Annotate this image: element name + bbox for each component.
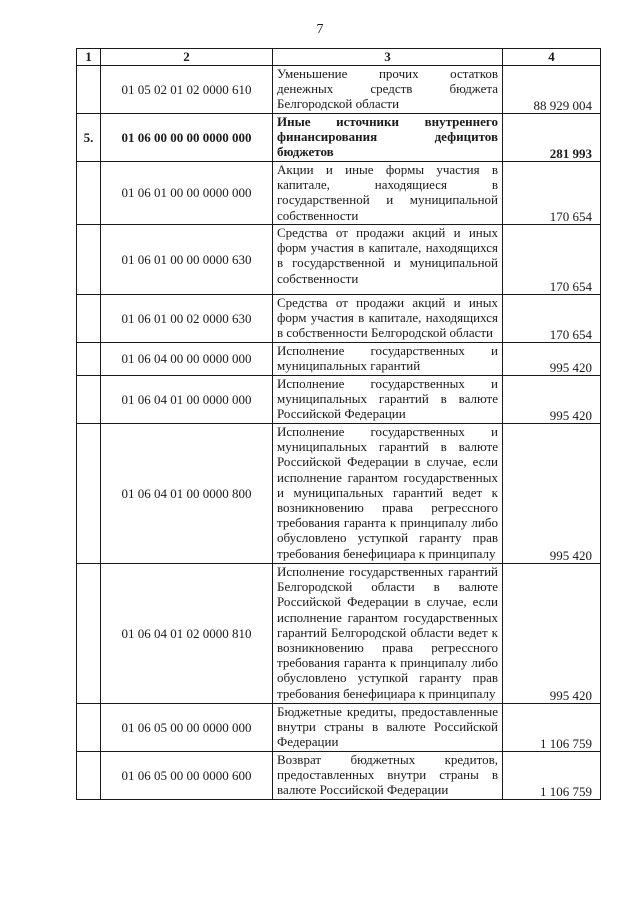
- amount: 995 420: [503, 376, 601, 424]
- classification-code: 01 06 04 01 02 0000 810: [101, 564, 273, 704]
- row-number: [77, 66, 101, 114]
- amount: 170 654: [503, 225, 601, 295]
- source-description: Иные источники внутреннего финансирования дефицитов бюджетов: [273, 114, 503, 162]
- row-number: [77, 752, 101, 800]
- amount: 995 420: [503, 424, 601, 564]
- row-number: [77, 295, 101, 343]
- amount: 170 654: [503, 295, 601, 343]
- classification-code: 01 06 05 00 00 0000 600: [101, 752, 273, 800]
- table-row: [77, 162, 601, 225]
- header-col-2: 2: [101, 49, 273, 66]
- classification-code: 01 06 05 00 00 0000 000: [101, 704, 273, 752]
- row-number: [77, 376, 101, 424]
- source-description: Исполнение государственных и муниципальных гарантий: [273, 343, 503, 376]
- header-col-3: 3: [273, 49, 503, 66]
- source-description: Возврат бюджетных кредитов, предоставленных внутри страны в валюте Российской Федерации: [273, 752, 503, 800]
- header-col-1: 1: [77, 49, 101, 66]
- source-description: Акции и иные формы участия в капитале, находящиеся в государственной и муниципальной собственности: [273, 162, 503, 225]
- row-number: [77, 162, 101, 225]
- amount: 170 654: [503, 162, 601, 225]
- classification-code: 01 06 04 01 00 0000 800: [101, 424, 273, 564]
- source-description: Средства от продажи акций и иных форм участия в капитале, находящихся в собственности Белгородской области: [273, 295, 503, 343]
- table-row: [77, 114, 601, 162]
- classification-code: 01 06 01 00 00 0000 630: [101, 225, 273, 295]
- amount: 1 106 759: [503, 704, 601, 752]
- table-row: [77, 225, 601, 295]
- table-row: [77, 295, 601, 343]
- source-description: Бюджетные кредиты, предоставленные внутри страны в валюте Российской Федерации: [273, 704, 503, 752]
- row-number: [77, 225, 101, 295]
- row-number: 5.: [77, 114, 101, 162]
- header-col-4: 4: [503, 49, 601, 66]
- amount: 281 993: [503, 114, 601, 162]
- source-description: Исполнение государственных и муниципальных гарантий в валюте Российской Федерации в случае, если исполнение гарантом государственных и муниципальных гарантий ведет к возникновению права регрессного требования гаранта к принципалу либо обусловлено уступкой гаранту прав требования бенефициара к принципалу: [273, 424, 503, 564]
- amount: 995 420: [503, 343, 601, 376]
- source-description: Исполнение государственных гарантий Белгородской области в валюте Российской Федерации в случае, если исполнение гарантом государственных гарантий Белгородской области ведет к возникновению права регрессного требования гаранта к принципалу либо обусловлено уступкой гаранту прав требования бенефициара к принципалу: [273, 564, 503, 704]
- source-description: Уменьшение прочих остатков денежных средств бюджета Белгородской области: [273, 66, 503, 114]
- amount: 1 106 759: [503, 752, 601, 800]
- table-row: [77, 564, 601, 704]
- table-row: [77, 66, 601, 114]
- classification-code: 01 06 01 00 00 0000 000: [101, 162, 273, 225]
- source-description: Исполнение государственных и муниципальных гарантий в валюте Российской Федерации: [273, 376, 503, 424]
- amount: 88 929 004: [503, 66, 601, 114]
- table-header-row: [77, 49, 601, 66]
- table-row: [77, 343, 601, 376]
- page-number: 7: [316, 22, 324, 37]
- classification-code: 01 06 01 00 02 0000 630: [101, 295, 273, 343]
- row-number: [77, 704, 101, 752]
- budget-sources-table: [76, 48, 601, 800]
- classification-code: 01 05 02 01 02 0000 610: [101, 66, 273, 114]
- classification-code: 01 06 04 01 00 0000 000: [101, 376, 273, 424]
- row-number: [77, 564, 101, 704]
- row-number: [77, 343, 101, 376]
- source-description: Средства от продажи акций и иных форм участия в капитале, находящихся в государственной и муниципальной собственности: [273, 225, 503, 295]
- table-row: [77, 704, 601, 752]
- table-row: [77, 752, 601, 800]
- classification-code: 01 06 00 00 00 0000 000: [101, 114, 273, 162]
- table-row: [77, 424, 601, 564]
- row-number: [77, 424, 101, 564]
- classification-code: 01 06 04 00 00 0000 000: [101, 343, 273, 376]
- amount: 995 420: [503, 564, 601, 704]
- table-row: [77, 376, 601, 424]
